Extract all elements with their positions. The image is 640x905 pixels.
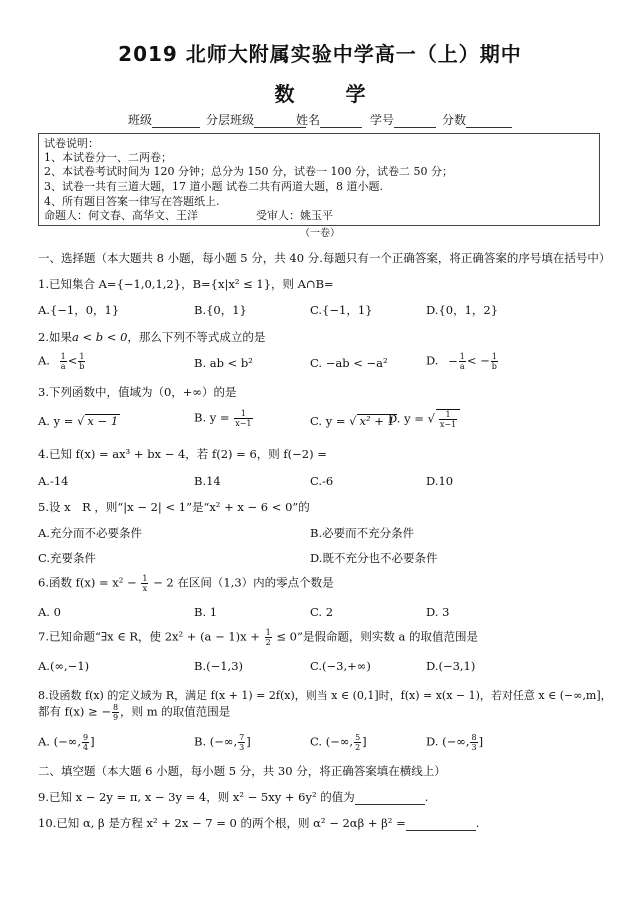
instruction-item: 3、试卷一共有三道大题，17 道小题 试卷二共有两道大题，8 道小题. xyxy=(44,180,383,193)
question-3-stem: 3.下列函数中，值域为（0，+∞）的是 xyxy=(38,385,237,399)
q7-option-b: B.(−1,3) xyxy=(194,659,244,673)
q9-answer-blank xyxy=(355,792,425,805)
paper-one-label: （一卷） xyxy=(300,228,340,239)
subject-title xyxy=(0,78,640,107)
question-4-stem: 4.已知 f(x) = ax³ + bx − 4，若 f(2) = 6，则 f(−2) = xyxy=(38,447,327,461)
q1-option-c: C.{−1，1} xyxy=(310,303,373,317)
q7-option-c: C.(−3,+∞) xyxy=(310,659,371,673)
instruction-item: 4、所有题目答案一律写在答题纸上. xyxy=(44,195,220,208)
q5-option-a: A.充分而不必要条件 xyxy=(38,526,142,540)
q1-option-a: A.{−1，0，1} xyxy=(38,303,120,317)
q8-option-b: B. (−∞, $\frac{7}{3}$ ] xyxy=(194,733,251,752)
q6-option-d: D. 3 xyxy=(426,605,450,619)
section-two-heading: 二、填空题（本大题 6 小题，每小题 5 分，共 30 分，将正确答案填在横线上） xyxy=(38,764,446,778)
q4-option-b: B.14 xyxy=(194,474,221,488)
q4-option-c: C.-6 xyxy=(310,474,334,488)
class-label: 班级 xyxy=(128,111,200,128)
q4-option-d: D.10 xyxy=(426,474,454,488)
q10-answer-blank xyxy=(406,818,476,831)
question-10: 10.已知 α, β 是方程 x² + 2x − 7 = 0 的两个根，则 α² − 2αβ + β² = . xyxy=(38,816,480,830)
q8-option-c: C. (−∞, $\frac{5}{2}$ ] xyxy=(310,733,367,752)
q3-option-c: C. y = √ x² + 1 xyxy=(310,414,395,428)
question-7-stem: 7.已知命题“∃x ∈ R，使 2x² + (a − 1)x + $\frac{1}{2}$ ≤ 0”是假命题，则实数 a 的取值范围是 xyxy=(38,628,479,647)
layer-class-label: 分层班级 xyxy=(206,111,306,128)
instruction-item: 2、本试卷考试时间为 120 分钟；总分为 150 分，试卷一 100 分，试卷二 50 分； xyxy=(44,165,453,178)
q7-option-a: A.(∞,−1) xyxy=(38,659,90,673)
student-number-label: 学号 xyxy=(370,111,436,128)
q5-option-d: D.既不充分也不必要条件 xyxy=(310,551,438,565)
q6-option-a: A. 0 xyxy=(38,605,61,619)
exam-title: 2019 北师大附属实验中学高一（上）期中 xyxy=(118,42,522,66)
question-9: 9.已知 x − 2y = π, x − 3y = 4，则 x² − 5xy + 6y² 的值为 . xyxy=(38,790,429,804)
q2-option-a: A. $\frac{1}{a}$ < $\frac{1}{b}$ xyxy=(38,352,85,371)
q6-option-c: C. 2 xyxy=(310,605,334,619)
question-5-stem: 5.设 x R ，则“|x − 2| < 1”是“x² + x − 6 < 0”的 xyxy=(38,500,310,514)
instruction-item: 1、本试卷分一、二两卷； xyxy=(44,151,172,164)
q7-option-d: D.(−3,1) xyxy=(426,659,476,673)
q5-option-b: B.必要而不充分条件 xyxy=(310,526,415,540)
q8-option-d: D. (−∞, $\frac{8}{3}$ ] xyxy=(426,733,484,752)
q1-option-b: B.{0，1} xyxy=(194,303,247,317)
question-2-stem: 2.如果a < b < 0，那么下列不等式成立的是 xyxy=(38,330,266,344)
q3-option-b: B. y = $\frac{1}{x-1}$ xyxy=(194,409,252,428)
question-8-stem-line2: 都有 f(x) ≥ − $\frac{8}{9}$ ，则 m 的取值范围是 xyxy=(38,703,231,722)
name-label: 姓名 xyxy=(296,111,362,128)
subject-char-2: 学 xyxy=(345,82,366,106)
instructions-heading: 试卷说明： xyxy=(44,137,99,150)
score-label: 分数 xyxy=(442,111,512,128)
q6-option-b: B. 1 xyxy=(194,605,218,619)
q3-option-a: A. y = √ x − 1 xyxy=(38,414,119,428)
subject-char-1: 数 xyxy=(274,82,295,106)
q1-option-d: D.{0，1，2} xyxy=(426,303,499,317)
author-label: 命题人：何文春、高华文、王洋 xyxy=(44,209,198,222)
question-6-stem: 6.函数 f(x) = x² − $\frac{1}{x}$ − 2 在区间（1,3）内的零点个数是 xyxy=(38,574,334,593)
q8-option-a: A. (−∞, $\frac{9}{4}$ ] xyxy=(38,733,95,752)
q2-option-d: D. − $\frac{1}{a}$ < − $\frac{1}{b}$ xyxy=(426,352,497,371)
reviewer-label: 受审人：姚玉平 xyxy=(256,209,333,222)
q5-option-c: C.充要条件 xyxy=(38,551,97,565)
q2-option-c: C. −ab < −a² xyxy=(310,356,388,370)
section-one-heading: 一、选择题（本大题共 8 小题，每小题 5 分，共 40 分.每题只有一个正确答案，将正确答案的序号填在括号中） xyxy=(38,251,611,265)
q2-option-b: B. ab < b² xyxy=(194,356,253,370)
q3-option-d: D. y = √ $\frac{1}{x-1}$ xyxy=(388,409,460,429)
q4-option-a: A.-14 xyxy=(38,474,69,488)
question-8-stem-line1: 8.设函数 f(x) 的定义域为 R，满足 f(x + 1) = 2f(x)，则当 x ∈ (0,1]时，f(x) = x(x − 1)，若对任意 x ∈ (−∞,m]， xyxy=(38,689,612,702)
question-1-stem: 1.已知集合 A={−1,0,1,2}，B={x|x² ≤ 1}，则 A∩B= xyxy=(38,277,334,291)
